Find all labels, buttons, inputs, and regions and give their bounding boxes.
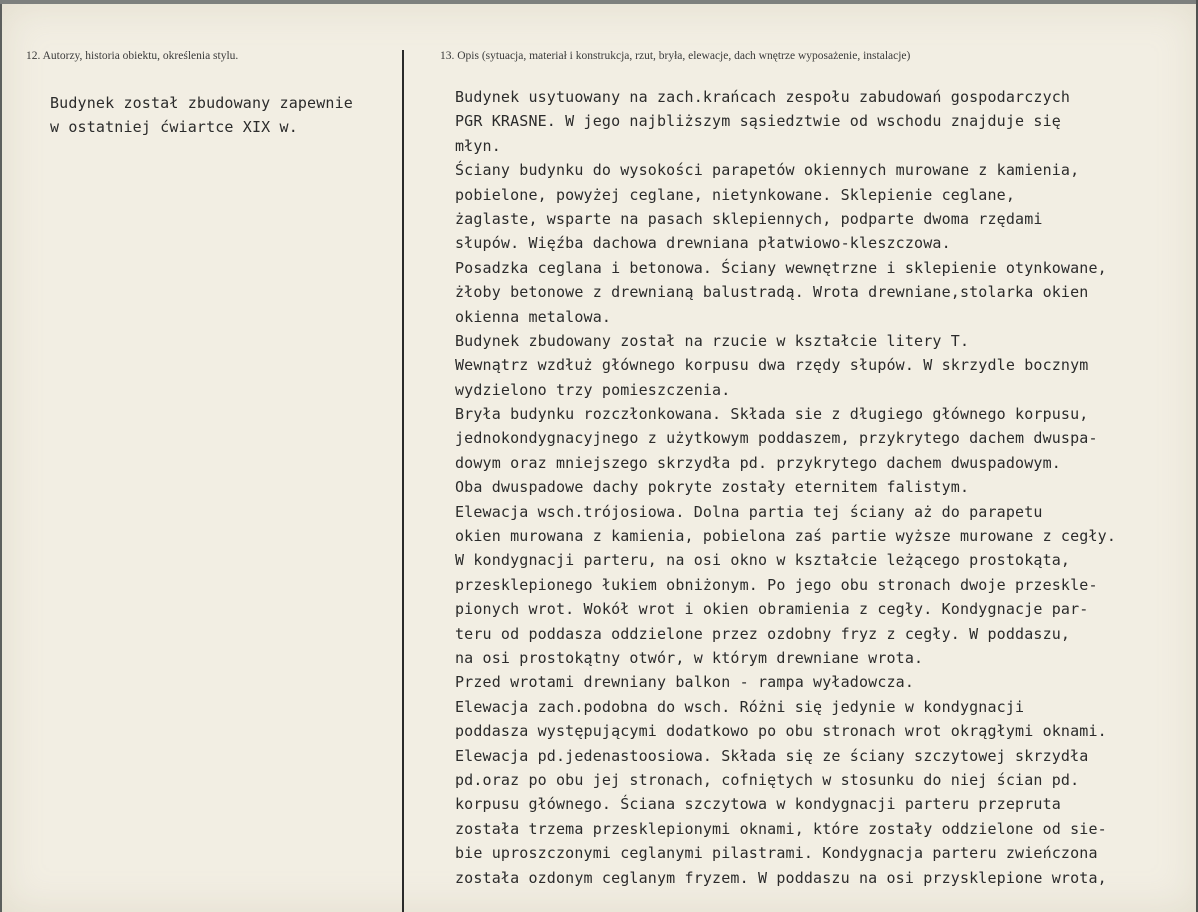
text-line: na osi prostokątny otwór, w którym drewniane wrota.	[455, 648, 924, 667]
section-12-header: 12. Autorzy, historia obiektu, określenia stylu.	[26, 50, 239, 62]
text-line: korpusu głównego. Ściana szczytowa w kondygnacji parteru przepruta	[455, 795, 1061, 814]
section-13-header: 13. Opis (sytuacja, materiał i konstrukcja, rzut, bryła, elewacje, dach wnętrze wyposażenie, instalacje)	[440, 50, 911, 62]
text-line: Budynek zbudowany został na rzucie w kształcie litery T.	[455, 331, 970, 350]
text-line: Wewnątrz wzdłuż głównego korpusu dwa rzędy słupów. W skrzydle bocznym	[455, 356, 1089, 375]
text-line: wydzielono trzy pomieszczenia.	[455, 380, 731, 399]
text-line: Bryła budynku rozczłonkowana. Składa sie z długiego głównego korpusu,	[455, 405, 1089, 424]
text-line: jednokondygnacyjnego z użytkowym poddaszem, przykrytego dachem dwuspa-	[455, 429, 1098, 448]
text-line: Ściany budynku do wysokości parapetów okiennych murowane z kamienia,	[455, 161, 1080, 180]
column-divider	[402, 50, 404, 912]
text-line: Oba dwuspadowe dachy pokryte zostały eternitem falistym.	[455, 478, 970, 497]
text-line: poddasza występującymi dodatkowo po obu stronach wrot okrągłymi oknami.	[455, 722, 1107, 741]
text-line: okien murowana z kamienia, pobielona zaś partie wyższe murowane z cegły.	[455, 527, 1117, 546]
text-line: młyn.	[455, 136, 501, 155]
history-text	[50, 91, 353, 140]
text-line: PGR KRASNE. W jego najbliższym sąsiedztwie od wschodu znajduje się	[455, 112, 1061, 131]
text-line: Budynek usytuowany na zach.krańcach zespołu zabudowań gospodarczych	[455, 88, 1071, 106]
text-line: Elewacja zach.podobna do wsch. Różni się jedynie w kondygnacji	[455, 697, 1025, 716]
text-line: żaglaste, wsparte na pasach sklepiennych, podparte dwoma rzędami	[455, 209, 1043, 228]
text-line: słupów. Więźba dachowa drewniana płatwiowo-kleszczowa.	[455, 234, 951, 253]
text-line: pd.oraz po obu jej stronach, cofniętych w stosunku do niej ścian pd.	[455, 770, 1080, 789]
text-line: teru od poddasza oddzielone przez ozdobny fryz z cegły. W poddaszu,	[455, 624, 1071, 643]
text-line: w ostatniej ćwiartce XIX w.	[50, 118, 298, 137]
text-line: przesklepionego łukiem obniżonym. Po jego obu stronach dwoje przeskle-	[455, 575, 1098, 594]
text-line: żłoby betonowe z drewnianą balustradą. Wrota drewniane,stolarka okien	[455, 283, 1089, 302]
text-line: Budynek został zbudowany zapewnie	[50, 94, 353, 112]
text-line: okienna metalowa.	[455, 307, 612, 326]
text-line: została ozdonym ceglanym fryzem. W poddaszu na osi przysklepione wrota,	[455, 868, 1107, 887]
text-line: Elewacja wsch.trójosiowa. Dolna partia tej ściany aż do parapetu	[455, 502, 1043, 521]
text-line: Elewacja pd.jedenastoosiowa. Składa się ze ściany szczytowej skrzydła	[455, 746, 1089, 765]
text-line: pobielone, powyżej ceglane, nietynkowane. Sklepienie ceglane,	[455, 185, 1016, 204]
description-text	[455, 85, 1116, 890]
text-line: pionych wrot. Wokół wrot i okien obramienia z cegły. Kondygnacje par-	[455, 600, 1089, 619]
text-line: została trzema przesklepionymi oknami, które zostały oddzielone od sie-	[455, 819, 1107, 838]
text-line: dowym oraz mniejszego skrzydła pd. przykrytego dachem dwuspadowym.	[455, 453, 1061, 472]
text-line: Przed wrotami drewniany balkon - rampa wyładowcza.	[455, 673, 915, 692]
text-line: bie uproszczonymi ceglanymi pilastrami. Kondygnacja parteru zwieńczona	[455, 844, 1098, 863]
text-line: Posadzka ceglana i betonowa. Ściany wewnętrzne i sklepienie otynkowane,	[455, 258, 1107, 277]
text-line: W kondygnacji parteru, na osi okno w kształcie leżącego prostokąta,	[455, 551, 1071, 570]
